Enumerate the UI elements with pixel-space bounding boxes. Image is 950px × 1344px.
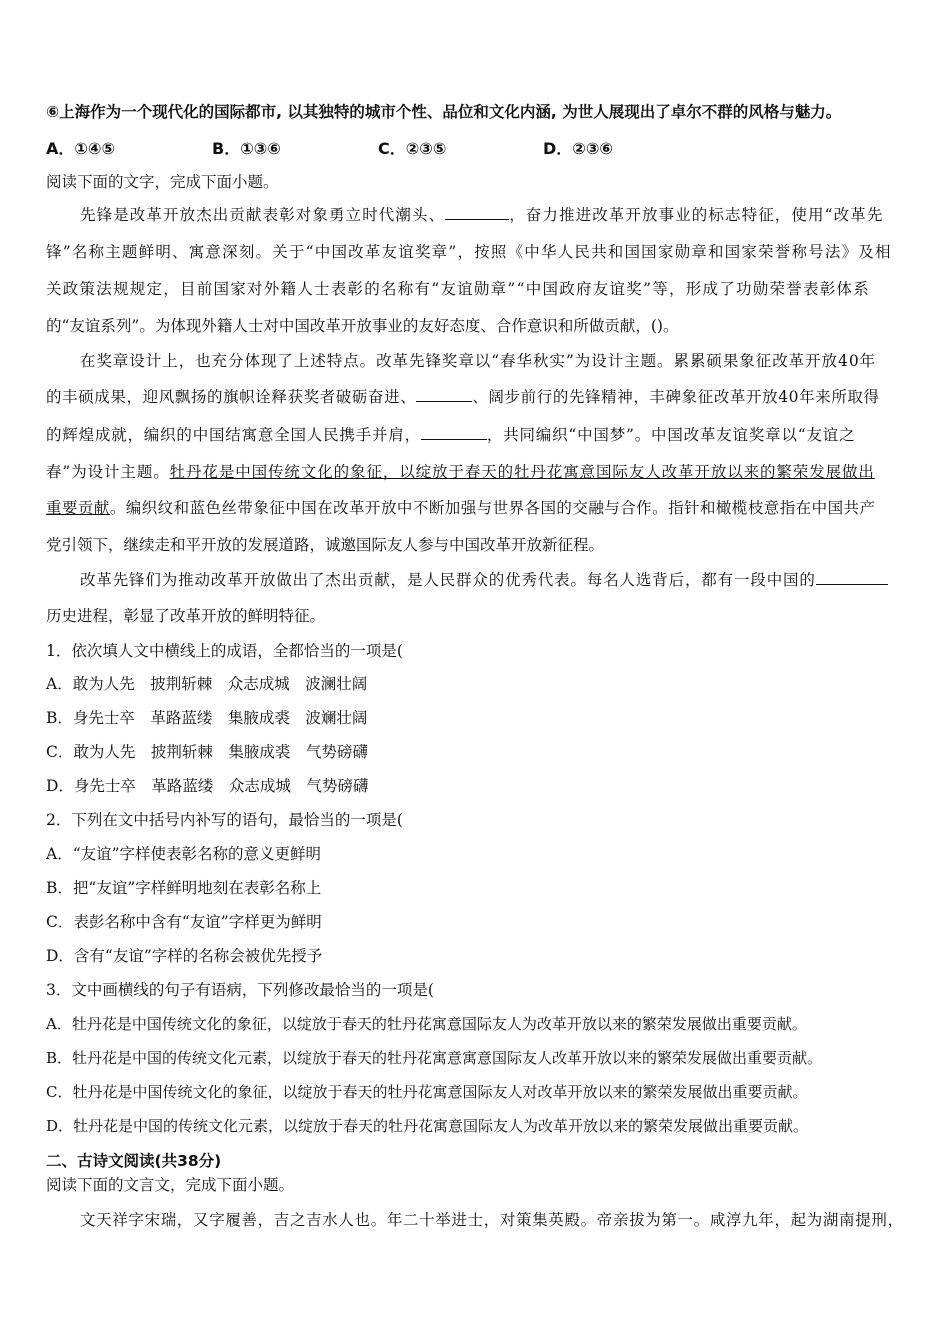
top-option-c: C．②③⑤ xyxy=(378,139,447,158)
question-3-option-d: D．牡丹花是中国的传统文化元素，以绽放于春天的牡丹花寓意国际友人为改革开放以来的繁荣发展做出重要贡献。 xyxy=(46,1117,809,1135)
question-3-stem: 3．文中画横线的句子有语病，下列修改最恰当的一项是( xyxy=(46,981,434,999)
section1-intro: 阅读下面的文字，完成下面小题。 xyxy=(46,173,279,191)
section2-heading: 二、古诗文阅读(共38分) xyxy=(46,1152,222,1170)
question-1-stem: 1．依次填人文中横线上的成语，全都恰当的一项是( xyxy=(46,642,403,660)
classical-text-line: 文天祥字宋瑞，又字履善，吉之吉水人也。年二十举进士，对策集英殿。帝亲拔为第一。咸淳九年，起为湖南提刑， xyxy=(80,1211,904,1229)
question-2-option-b: B．把“友谊”字样鲜明地刻在表彰名称上 xyxy=(46,879,322,897)
question-1-option-d: D．身先士卒 革路蓝缕 众志成城 气势磅礴 xyxy=(46,777,369,795)
question-1-option-c: C．敢为人先 披荆斩棘 集腋成裘 气势磅礴 xyxy=(46,743,368,761)
question-2-stem: 2．下列在文中括号内补写的语句，最恰当的一项是( xyxy=(46,811,403,829)
top-option-a: A．①④⑤ xyxy=(46,139,116,158)
passage-line: 锋”名称主题鲜明、寓意深刻。关于“中国改革友谊奖章”，按照《中华人民共和国国家勋章和国家荣誉称号法》及相 xyxy=(46,243,892,261)
section2-intro: 阅读下面的文言文，完成下面小题。 xyxy=(46,1176,295,1194)
passage-line: 的丰硕成果，迎风飘扬的旗帜诠释获奖者破砺奋进、 、阔步前行的先锋精神，丰碑象征改革开放40年来所取得 xyxy=(46,388,880,406)
question-2-option-a: A．“友谊”字样使表彰名称的意义更鲜明 xyxy=(46,845,322,863)
passage-line: 先锋是改革开放杰出贡献表彰对象勇立时代潮头、 ，奋力推进改革开放事业的标志特征，使用“改革先 xyxy=(80,206,884,224)
underlined-sentence: 牡丹花是中国传统文化的象征，以绽放于春天的牡丹花寓意国际友人改革开放以来的繁荣发展做出 xyxy=(169,463,875,481)
question-1-option-a: A．敢为人先 披荆斩棘 众志成城 波澜壮阔 xyxy=(46,675,368,693)
passage-line: 历史进程，彰显了改革开放的鲜明特征。 xyxy=(46,607,326,625)
passage-line: 的辉煌成就，编织的中国结寓意全国人民携手并肩， ，共同编织“中国梦”。中国改革友谊奖章以“友谊之 xyxy=(46,426,856,444)
fill-blank-2 xyxy=(416,387,472,402)
question-2-option-d: D．含有“友谊”字样的名称会被优先授予 xyxy=(46,947,323,965)
passage-line: 党引领下，继续走和平开放的发展道路，诚邀国际友人参与中国改革开放新征程。 xyxy=(46,536,605,554)
passage-line: 在奖章设计上，也充分体现了上述特点。改革先锋奖章以“春华秋实”为设计主题。累累硕果象征改革开放40年 xyxy=(80,352,877,370)
question-1-option-b: B．身先士卒 革路蓝缕 集腋成裘 波斓壮阔 xyxy=(46,709,368,727)
underlined-sentence-end: 重要贡献 xyxy=(46,499,110,517)
question-3-option-c: C．牡丹花是中国传统文化的象征，以绽放于春天的牡丹花寓意国际友人对改革开放以来的繁荣发展做出重要贡献。 xyxy=(46,1083,808,1101)
top-option-b: B．①③⑥ xyxy=(212,139,281,158)
passage-line: 关政策法规规定，目前国家对外籍人士表彰的名称有“友谊勋章”“中国政府友谊奖”等，形成了功勋荣誉表彰体系 xyxy=(46,280,870,298)
question-2-option-c: C．表彭名称中含有“友谊”字样更为鲜明 xyxy=(46,913,322,931)
question-3-option-b: B．牡丹花是中国的传统文化元素，以绽放于春天的牡丹花寓意寓意国际友人改革开放以来的繁荣发展做出重要贡献。 xyxy=(46,1049,823,1067)
passage-line: 改革先锋们为推动改革开放做出了杰出贡献，是人民群众的优秀代表。每名人选背后，都有一段中国的 xyxy=(80,569,888,591)
top-sentence: ⑥上海作为一个现代化的国际都市, 以其独特的城市个性、品位和文化内涵, 为世人展现出了卓尔不群的风格与魅力。 xyxy=(46,103,842,121)
passage-line: 春”为设计主题。牡丹花是中国传统文化的象征，以绽放于春天的牡丹花寓意国际友人改革开放以来的繁荣发展做出 xyxy=(46,463,875,481)
fill-blank-4 xyxy=(816,570,888,585)
fill-blank-1 xyxy=(445,205,509,220)
question-3-option-a: A．牡丹花是中国传统文化的象征，以绽放于春天的牡丹花寓意国际友人为改革开放以来的繁荣发展做出重要贡献。 xyxy=(46,1015,807,1033)
passage-line: 的“友谊系列”。为体现外籍人士对中国改革开放事业的友好态度、合作意识和所做贡献，()。 xyxy=(46,317,679,335)
top-option-d: D．②③⑥ xyxy=(543,139,613,158)
fill-blank-3 xyxy=(421,425,487,440)
passage-line: 重要贡献。编织纹和蓝色丝带象征中国在改革开放中不断加强与世界各国的交融与合作。指针和橄榄枝意指在中国共产 xyxy=(46,499,876,517)
